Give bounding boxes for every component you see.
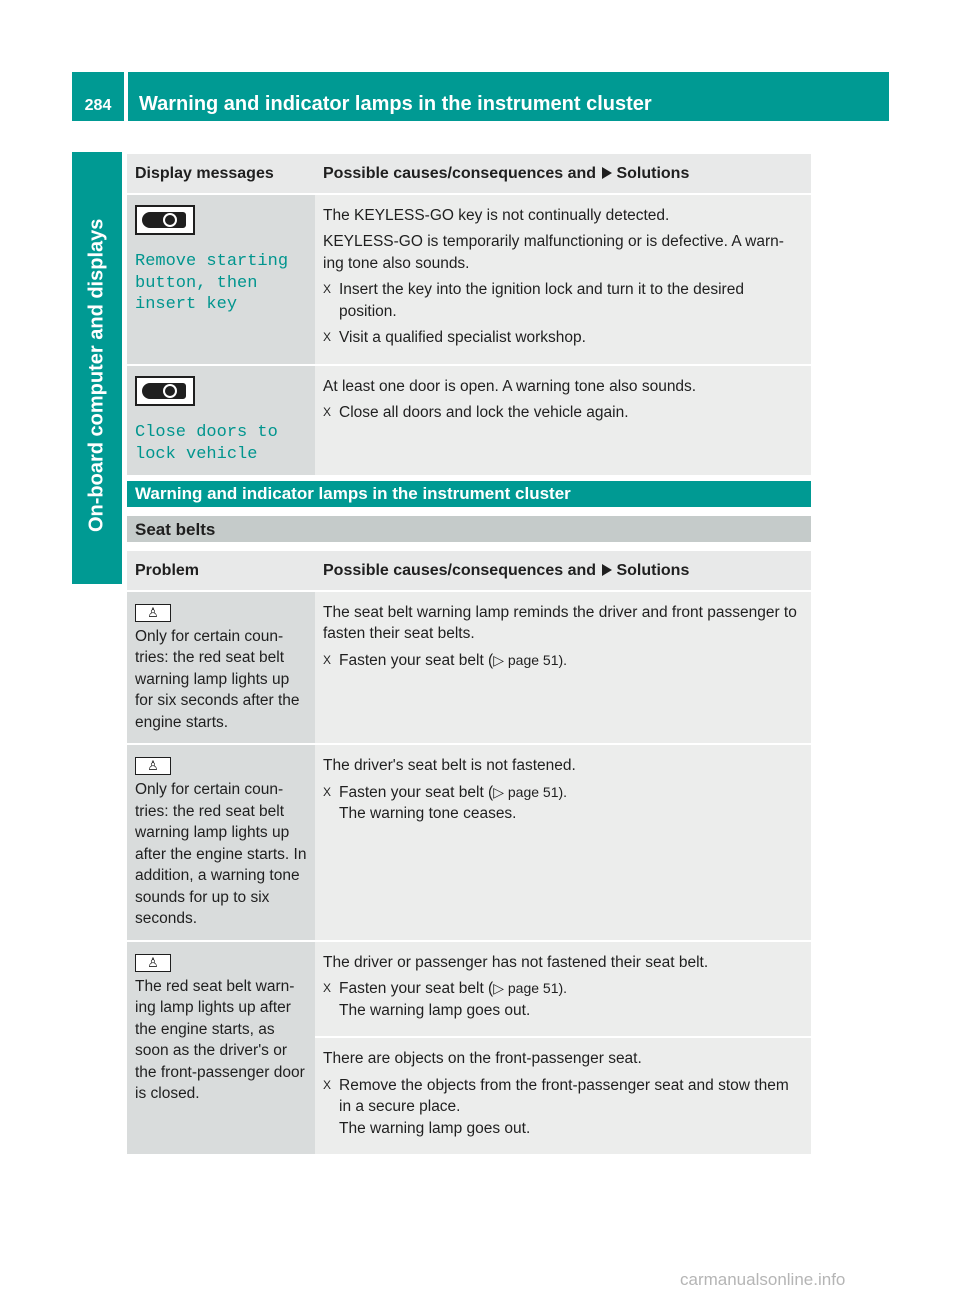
solution-step: X Fasten your seat belt (▷ page 51).: [323, 650, 803, 672]
table-row: [127, 194, 811, 365]
cause-text: The driver's seat belt is not fastened.: [323, 757, 576, 774]
table-row: [127, 591, 811, 745]
cause-text: At least one door is open. A warning tone also sounds.: [323, 377, 697, 395]
step-marker: X: [323, 652, 332, 667]
display-messages-table: [127, 154, 811, 477]
solution-step: X Fasten your seat belt (▷ page 51). The warning lamp goes out.: [323, 980, 568, 1019]
arrow-icon: [602, 564, 612, 576]
solution-step: X Visit a qualified specialist workshop.: [323, 327, 803, 349]
cause-text: The KEYLESS-GO key is not continually detected.: [323, 206, 670, 224]
solution-step: X Insert the key into the ignition lock and turn it to the desired position.: [323, 281, 744, 320]
problem-text: Only for certain coun-tries: the red seat belt warning lamp lights up for six seconds after the engine starts.: [135, 627, 300, 731]
cause-text: KEYLESS-GO is temporarily malfunctioning or is defective. A warn-ing tone also sounds.: [323, 233, 784, 272]
cause-text: The driver or passenger has not fastened their seat belt.: [323, 953, 709, 971]
solution-step: X Close all doors and lock the vehicle again.: [323, 402, 803, 424]
page-reference[interactable]: ▷ page 51).: [493, 651, 568, 668]
page-reference[interactable]: ▷ page 51).: [493, 980, 568, 996]
table-row: [127, 941, 811, 1038]
page-reference[interactable]: ▷ page 51).: [493, 783, 568, 800]
problem-text: Only for certain coun-tries: the red seat belt warning lamp lights up after the engine starts. In addition, a warning tone sounds for up to six seconds.: [135, 781, 307, 927]
solution-step: X Remove the objects from the front-passenger seat and stow them in a secure place. The warning lamp goes out.: [323, 1076, 789, 1137]
step-marker: X: [323, 330, 332, 344]
page-number: 284: [72, 72, 124, 121]
table-row: [127, 744, 811, 941]
step-marker: X: [323, 1077, 332, 1092]
side-tab-label: On-board computer and displays: [85, 218, 108, 532]
step-marker: X: [323, 405, 332, 419]
display-message: Remove starting button, then insert key: [135, 252, 289, 314]
step-marker: X: [323, 282, 332, 296]
step-marker: X: [323, 784, 332, 799]
key-icon: [135, 205, 195, 235]
seat-belt-icon: ♙: [135, 604, 171, 622]
cause-text: There are objects on the front-passenger seat.: [323, 1050, 642, 1067]
result-text: The warning lamp goes out.: [339, 1119, 531, 1137]
column-header-display-messages: Display messages: [127, 154, 315, 194]
seat-belt-icon: ♙: [135, 954, 171, 972]
step-marker: X: [323, 981, 332, 995]
display-message: Close doors to lock vehicle: [135, 423, 278, 464]
key-icon: [135, 376, 195, 406]
result-text: The warning tone ceases.: [339, 805, 517, 822]
seat-belt-icon: ♙: [135, 757, 171, 775]
column-header-problem: Problem: [127, 551, 315, 591]
page-header-title: Warning and indicator lamps in the instrument cluster: [128, 72, 889, 121]
column-header-solutions: Possible causes/consequences and Solutions: [315, 154, 811, 194]
solution-step: X Fasten your seat belt (▷ page 51). The warning tone ceases.: [323, 783, 568, 822]
section-title: Warning and indicator lamps in the instrument cluster: [127, 481, 811, 507]
arrow-icon: [602, 167, 612, 179]
table-row: [127, 365, 811, 477]
watermark: carmanualsonline.info: [680, 1270, 846, 1289]
column-header-solutions: Possible causes/consequences and Solutions: [315, 551, 811, 591]
seat-belts-table: [127, 551, 811, 1156]
section-subtitle: Seat belts: [127, 516, 811, 542]
problem-text: The red seat belt warn-ing lamp lights up after the engine starts, as soon as the driver's or the front-passenger door is closed.: [135, 977, 305, 1102]
result-text: The warning lamp goes out.: [339, 1001, 531, 1019]
cause-text: The seat belt warning lamp reminds the driver and front passenger to fasten their seat belts.: [323, 603, 797, 642]
